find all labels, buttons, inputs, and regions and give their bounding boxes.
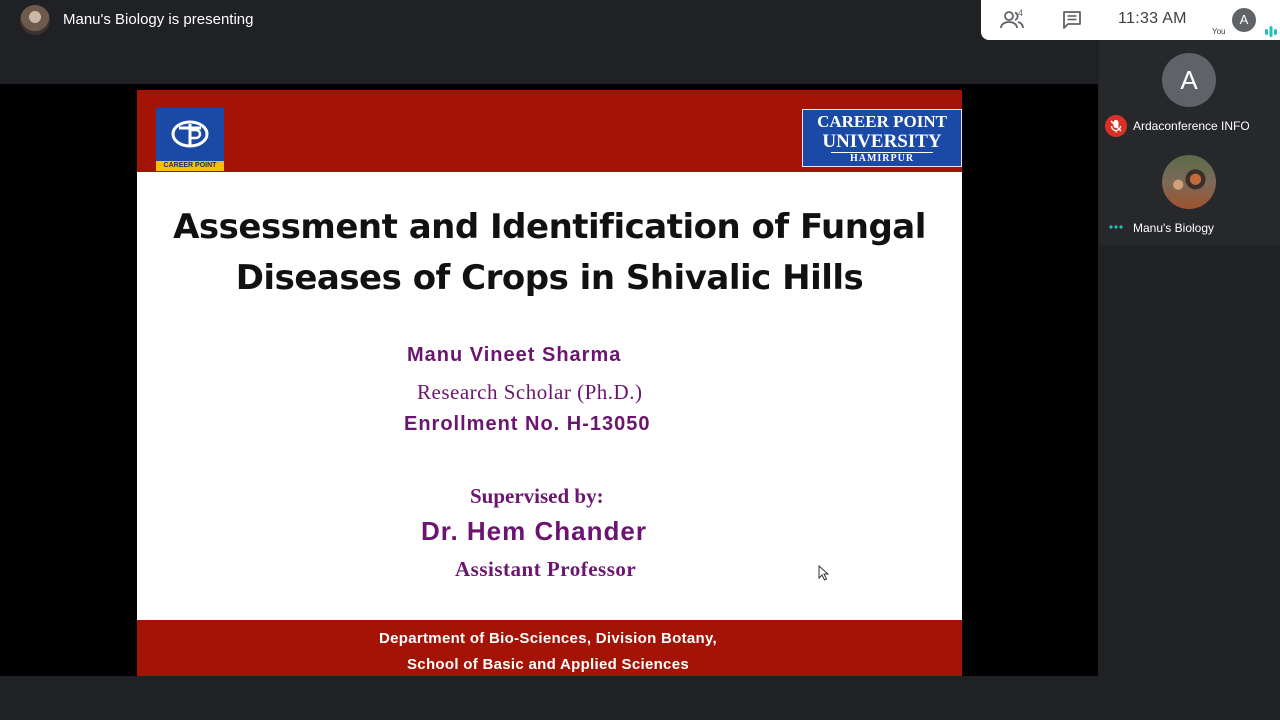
chat-icon[interactable] xyxy=(1062,10,1082,30)
enrollment-number: Enrollment No. H-13050 xyxy=(404,413,651,435)
university-logo-line3: HAMIRPUR xyxy=(831,152,933,164)
participant-name: Manu's Biology xyxy=(1133,221,1214,235)
slide-title-line1: Assessment and Identification of Fungal xyxy=(173,207,926,247)
career-point-emblem xyxy=(170,118,210,150)
mic-off-icon xyxy=(1105,115,1127,137)
audio-level-icon xyxy=(1264,25,1278,37)
career-point-logo xyxy=(156,108,224,171)
author-role: Research Scholar (Ph.D.) xyxy=(417,380,643,404)
slide-footer-banner xyxy=(137,620,962,676)
supervisor-name: Dr. Hem Chander xyxy=(421,516,647,546)
author-name: Manu Vineet Sharma xyxy=(407,344,622,366)
footer-department: Department of Bio-Sciences, Division Botany, xyxy=(379,630,717,647)
slide-header-banner xyxy=(137,90,962,172)
self-label: You xyxy=(1212,27,1226,36)
presentation-slide xyxy=(137,90,962,676)
university-logo-line2: UNIVERSITY xyxy=(822,131,942,152)
participant-avatar[interactable]: A xyxy=(1162,53,1216,107)
slide-title xyxy=(137,202,962,304)
career-point-university-logo xyxy=(802,109,962,167)
bottom-bar xyxy=(0,676,1280,720)
career-point-logo-text: CAREER POINT xyxy=(156,161,224,171)
participant-photo[interactable] xyxy=(1162,155,1216,209)
cursor-icon xyxy=(818,565,830,581)
more-dots-icon xyxy=(1108,221,1124,233)
university-logo-line1: CAREER POINT xyxy=(817,112,947,131)
participant-count-badge: 4 xyxy=(1018,8,1024,18)
supervisor-role: Assistant Professor xyxy=(455,557,637,581)
self-avatar[interactable]: A xyxy=(1232,8,1256,32)
participant-name: Ardaconference INFO xyxy=(1133,119,1250,133)
supervised-by-label: Supervised by: xyxy=(470,484,604,508)
footer-school: School of Basic and Applied Sciences xyxy=(407,656,689,673)
meeting-clock: 11:33 AM xyxy=(1118,10,1187,27)
presenter-avatar xyxy=(20,5,50,35)
slide-title-line2: Diseases of Crops in Shivalic Hills xyxy=(235,258,864,298)
presenting-status: Manu's Biology is presenting xyxy=(63,11,254,28)
